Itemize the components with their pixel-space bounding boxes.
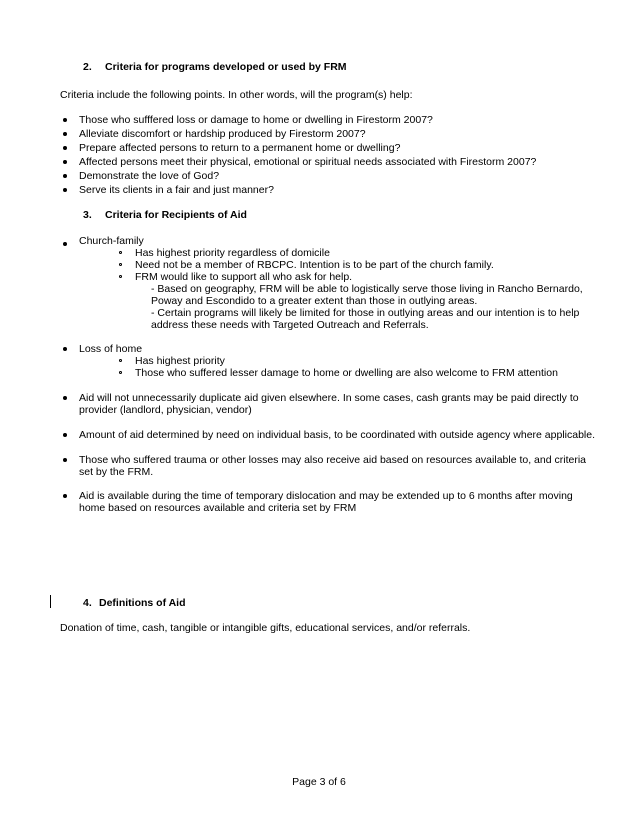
sub-list-item: Has highest priority	[135, 355, 225, 367]
bullet-dot-icon	[63, 118, 67, 122]
bullet-dot-icon	[63, 433, 67, 437]
revision-change-bar	[50, 595, 51, 608]
bullet-dot-icon	[63, 242, 67, 246]
list-item: Serve its clients in a fair and just manner?	[79, 184, 274, 196]
bullet-dot-icon	[63, 132, 67, 136]
sub-list-item: Has highest priority regardless of domicile	[135, 247, 330, 259]
bullet-dot-icon	[63, 347, 67, 351]
sub-bullet-circle-icon	[119, 359, 122, 362]
sub-bullet-circle-icon	[119, 251, 122, 254]
section-3-heading	[83, 209, 247, 221]
section-2-number: 2.	[83, 61, 92, 73]
list-item: Prepare affected persons to return to a permanent home or dwelling?	[79, 142, 401, 154]
section-4-heading	[83, 597, 186, 609]
bullet-dot-icon	[63, 396, 67, 400]
section-3-number: 3.	[83, 209, 92, 221]
list-item: Aid will not unnecessarily duplicate aid given elsewhere. In some cases, cash grants may be paid directly to provider (landlord, physician, vendor)	[79, 392, 579, 416]
sub-list-item: FRM would like to support all who ask for help.	[135, 271, 353, 283]
list-item: Demonstrate the love of God?	[79, 170, 220, 182]
list-item: Alleviate discomfort or hardship produced by Firestorm 2007?	[79, 128, 366, 140]
bullet-dot-icon	[63, 146, 67, 150]
sub-bullet-circle-icon	[119, 275, 122, 278]
page-number: Page 3 of 6	[292, 776, 346, 788]
sub-bullet-circle-icon	[119, 371, 122, 374]
section-2-intro: Criteria include the following points. In other words, will the program(s) help:	[60, 89, 413, 101]
section-4-number: 4.	[83, 597, 92, 609]
programs-note: - Certain programs will likely be limited for those in outlying areas and our intention is to help address these needs with Targeted Outreach and Referrals.	[151, 307, 580, 331]
list-item: Amount of aid determined by need on individual basis, to be coordinated with outside agency where applicable.	[79, 429, 595, 441]
list-item: Aid is available during the time of temporary dislocation and may be extended up to 6 months after moving home based on resources available and criteria set by FRM	[79, 490, 573, 514]
geography-note: - Based on geography, FRM will be able to logistically serve those living in Rancho Bernardo, Poway and Escondido to a greater extent than those in outlying areas.	[151, 283, 583, 307]
section-2-heading	[83, 61, 347, 73]
sub-list-item: Those who suffered lesser damage to home or dwelling are also welcome to FRM attention	[135, 367, 558, 379]
section-4-body: Donation of time, cash, tangible or intangible gifts, educational services, and/or referrals.	[60, 622, 471, 634]
list-item-loss-of-home: Loss of home	[79, 343, 143, 355]
bullet-dot-icon	[63, 174, 67, 178]
section-4-title: Definitions of Aid	[99, 597, 186, 609]
list-item: Affected persons meet their physical, emotional or spiritual needs associated with Firestorm 2007?	[79, 156, 537, 168]
sub-list-item: Need not be a member of RBCPC. Intention is to be part of the church family.	[135, 259, 494, 271]
section-3-title: Criteria for Recipients of Aid	[105, 209, 247, 221]
section-2-title: Criteria for programs developed or used by FRM	[105, 61, 347, 73]
bullet-dot-icon	[63, 188, 67, 192]
list-item-church-family: Church-family	[79, 235, 144, 247]
bullet-dot-icon	[63, 160, 67, 164]
list-item: Those who suffered trauma or other losses may also receive aid based on resources available to, and criteria set by the FRM.	[79, 454, 586, 478]
bullet-dot-icon	[63, 458, 67, 462]
list-item: Those who sufffered loss or damage to home or dwelling in Firestorm 2007?	[79, 114, 433, 126]
sub-bullet-circle-icon	[119, 263, 122, 266]
bullet-dot-icon	[63, 494, 67, 498]
